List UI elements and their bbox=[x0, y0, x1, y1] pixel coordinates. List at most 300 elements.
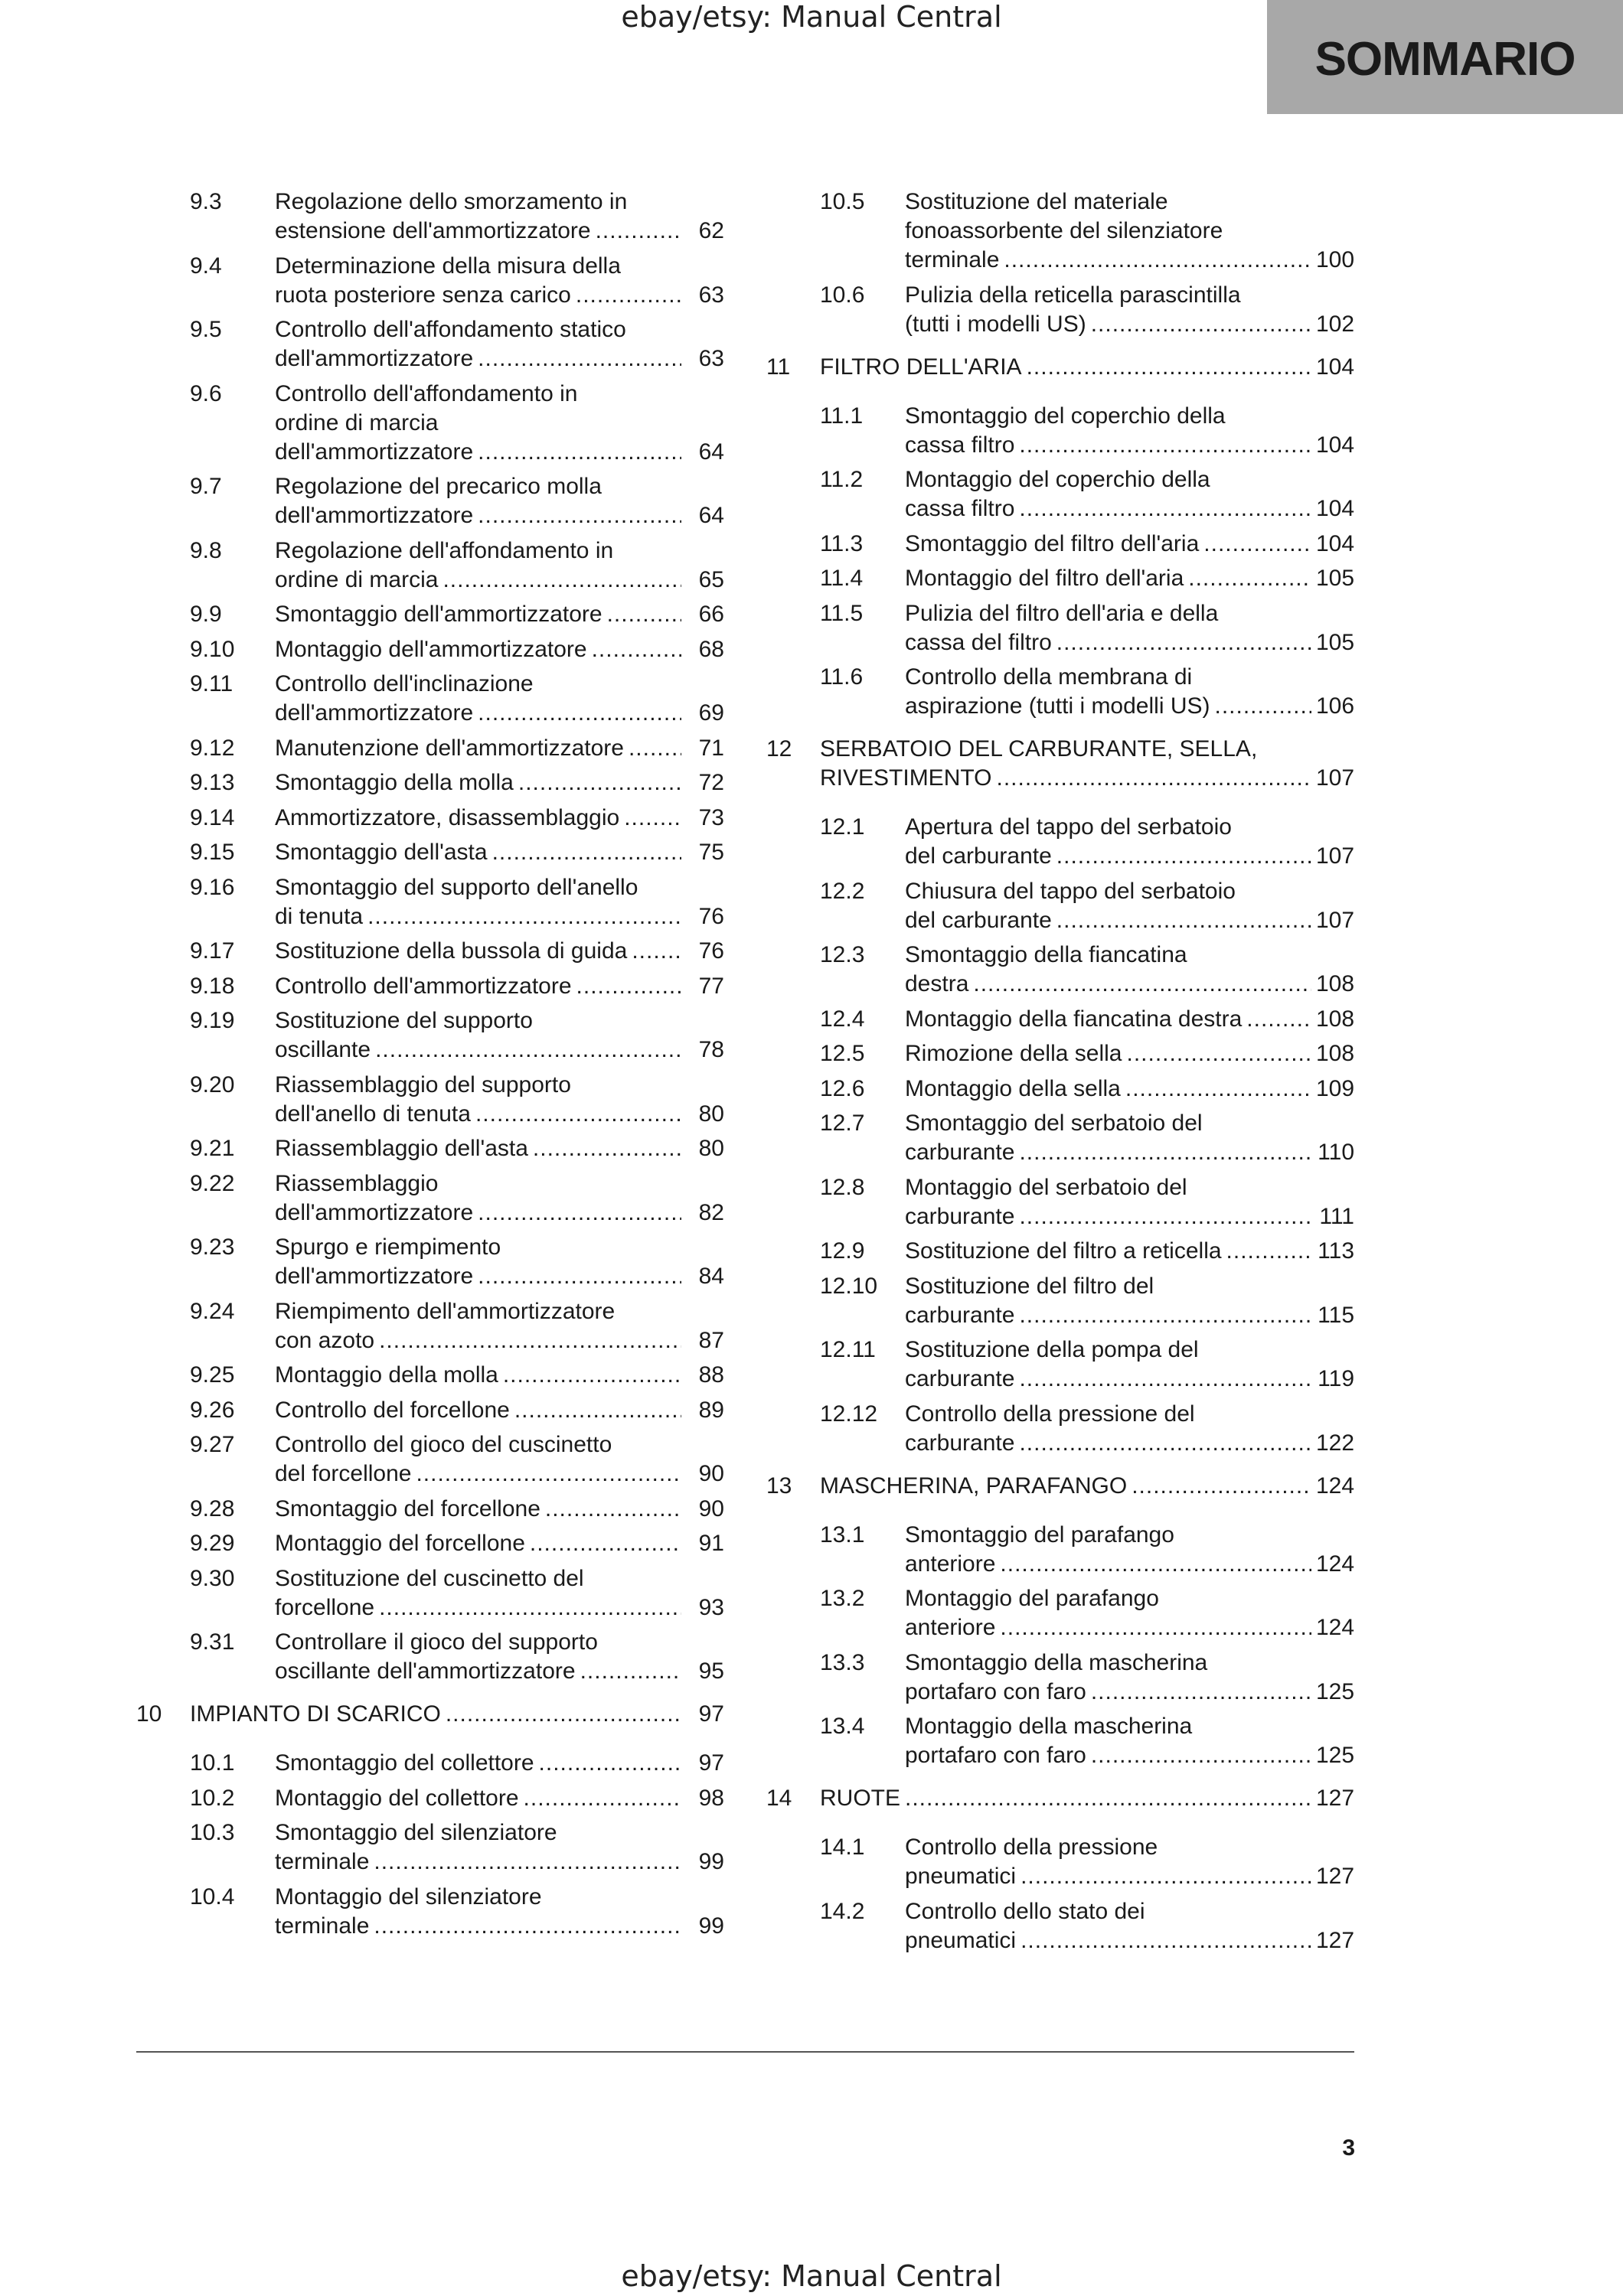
toc-entry-title-line: terminale bbox=[275, 1849, 370, 1874]
toc-entry[interactable] bbox=[136, 804, 724, 833]
toc-entry-number: 9.27 bbox=[190, 1432, 235, 1457]
toc-entry-title-line: IMPIANTO DI SCARICO bbox=[190, 1701, 441, 1727]
toc-entry-number: 10 bbox=[136, 1701, 162, 1727]
toc-entry-title-line: Sostituzione della pompa del bbox=[905, 1337, 1199, 1362]
toc-entry-title bbox=[275, 1784, 724, 1813]
toc-entry-title-line: Montaggio della sella bbox=[905, 1075, 1121, 1101]
toc-entry-page[interactable]: 82 bbox=[698, 1199, 724, 1225]
toc-entry[interactable] bbox=[766, 1173, 1354, 1231]
toc-entry-number: 9.30 bbox=[190, 1565, 235, 1591]
toc-entry[interactable] bbox=[136, 635, 724, 664]
toc-entry-number: 12.4 bbox=[820, 1006, 865, 1032]
toc-entry-number: 10.2 bbox=[190, 1785, 235, 1811]
toc-chapter-entry[interactable] bbox=[766, 353, 1354, 382]
toc-entry-number: 9.22 bbox=[190, 1170, 235, 1196]
toc-entry-title-line: Controllo della membrana di bbox=[905, 664, 1193, 690]
toc-entry-title-line: Smontaggio del collettore bbox=[275, 1750, 534, 1776]
toc-entry-page[interactable]: 124 bbox=[1316, 1551, 1355, 1577]
toc-entry[interactable] bbox=[136, 1071, 724, 1129]
toc-entry[interactable] bbox=[136, 315, 724, 373]
dot-leader bbox=[1020, 1862, 1311, 1891]
dot-leader bbox=[1226, 1237, 1311, 1266]
toc-entry-page[interactable]: 72 bbox=[698, 770, 724, 795]
toc-entry-number: 9.5 bbox=[190, 317, 222, 342]
toc-entry-number: 9.28 bbox=[190, 1495, 235, 1521]
toc-entry[interactable] bbox=[136, 1818, 724, 1877]
toc-entry[interactable] bbox=[766, 1039, 1354, 1068]
toc-entry[interactable] bbox=[766, 1833, 1354, 1891]
toc-entry-title-line: Smontaggio del forcellone bbox=[275, 1495, 540, 1521]
toc-entry[interactable] bbox=[136, 536, 724, 595]
toc-entry-page[interactable]: 124 bbox=[1316, 1615, 1355, 1640]
toc-entry[interactable] bbox=[136, 1529, 724, 1558]
toc-entry[interactable] bbox=[766, 1584, 1354, 1642]
toc-entry-leader-row bbox=[905, 246, 1354, 275]
toc-entry-title bbox=[275, 734, 724, 763]
toc-entry[interactable] bbox=[136, 1749, 724, 1778]
toc-entry-page[interactable]: 110 bbox=[1318, 1140, 1354, 1165]
toc-entry-page[interactable]: 127 bbox=[1316, 1927, 1355, 1953]
toc-entry-leader-row bbox=[905, 1429, 1354, 1458]
toc-entry-page[interactable]: 75 bbox=[698, 840, 724, 865]
toc-entry-page[interactable]: 124 bbox=[1316, 1473, 1355, 1499]
toc-entry-page[interactable]: 90 bbox=[698, 1495, 724, 1521]
toc-entry-page[interactable]: 125 bbox=[1316, 1678, 1355, 1704]
toc-entry-page[interactable]: 108 bbox=[1316, 1041, 1355, 1066]
dot-leader bbox=[1056, 906, 1311, 935]
toc-entry-page[interactable]: 107 bbox=[1316, 843, 1355, 869]
toc-entry-page[interactable]: 80 bbox=[698, 1136, 724, 1161]
dot-leader bbox=[1019, 1301, 1311, 1330]
toc-entry-number: 9.24 bbox=[190, 1298, 235, 1324]
toc-entry-page[interactable]: 97 bbox=[698, 1750, 724, 1776]
dot-leader bbox=[1019, 494, 1311, 523]
toc-entry[interactable] bbox=[766, 663, 1354, 721]
toc-entry[interactable] bbox=[766, 1649, 1354, 1707]
toc-entry-number: 11.3 bbox=[820, 530, 864, 556]
toc-entry[interactable] bbox=[136, 1361, 724, 1390]
toc-entry[interactable] bbox=[766, 1400, 1354, 1458]
toc-entry-page[interactable]: 78 bbox=[698, 1037, 724, 1062]
toc-entry-page[interactable]: 104 bbox=[1316, 354, 1355, 380]
toc-entry-title-line: ordine di marcia bbox=[275, 409, 439, 435]
toc-entry-page[interactable]: 127 bbox=[1316, 1786, 1355, 1811]
toc-entry-title-line: Sostituzione del filtro del bbox=[905, 1273, 1154, 1299]
toc-entry-page[interactable]: 95 bbox=[698, 1658, 724, 1684]
toc-entry-page[interactable]: 88 bbox=[698, 1362, 724, 1388]
toc-entry-number: 10.3 bbox=[190, 1820, 235, 1845]
toc-entry-title-line: ruota posteriore senza carico bbox=[275, 282, 571, 308]
toc-entry[interactable] bbox=[136, 252, 724, 310]
toc-entry-leader-row bbox=[275, 1657, 724, 1686]
toc-entry[interactable] bbox=[766, 599, 1354, 657]
toc-entry[interactable] bbox=[766, 1712, 1354, 1770]
dot-leader bbox=[1056, 842, 1311, 871]
dot-leader bbox=[1027, 353, 1311, 382]
toc-entry[interactable] bbox=[136, 1784, 724, 1813]
toc-entry-number: 13.1 bbox=[820, 1521, 865, 1548]
toc-entry-title-line: Smontaggio della molla bbox=[275, 770, 514, 795]
toc-entry-number: 13.2 bbox=[820, 1586, 865, 1611]
toc-entry-title-line: carburante bbox=[905, 1203, 1015, 1229]
toc-entry-page[interactable]: 122 bbox=[1316, 1430, 1355, 1456]
toc-entry-title-line: dell'ammortizzatore bbox=[275, 439, 474, 465]
toc-entry-page[interactable]: 125 bbox=[1316, 1743, 1355, 1768]
toc-entry-title bbox=[905, 1833, 1354, 1891]
toc-entry-page[interactable]: 76 bbox=[698, 903, 724, 929]
dot-leader bbox=[545, 1495, 681, 1524]
toc-entry-title-line: dell'anello di tenuta bbox=[275, 1101, 471, 1127]
toc-entry-page[interactable]: 99 bbox=[698, 1913, 724, 1939]
toc-entry-page[interactable]: 108 bbox=[1316, 971, 1355, 996]
toc-entry[interactable] bbox=[766, 281, 1354, 339]
toc-entry-page[interactable]: 104 bbox=[1316, 530, 1355, 556]
toc-entry[interactable] bbox=[766, 402, 1354, 460]
toc-entry-page[interactable]: 111 bbox=[1319, 1203, 1354, 1229]
toc-entry[interactable] bbox=[766, 188, 1354, 275]
toc-chapter-entry[interactable] bbox=[766, 735, 1354, 793]
toc-entry-title-line: Riassemblaggio del supporto bbox=[275, 1071, 571, 1097]
toc-entry[interactable] bbox=[766, 1005, 1354, 1034]
dot-leader bbox=[478, 1262, 681, 1291]
toc-entry[interactable] bbox=[136, 838, 724, 867]
toc-entry-number: 9.14 bbox=[190, 804, 235, 830]
toc-entry-page[interactable]: 91 bbox=[698, 1531, 724, 1556]
toc-entry[interactable] bbox=[136, 1396, 724, 1425]
toc-entry-title-line: Controllo del forcellone bbox=[275, 1397, 510, 1423]
toc-chapter-entry[interactable] bbox=[766, 1472, 1354, 1501]
dot-leader bbox=[367, 902, 681, 931]
dot-leader bbox=[1091, 1741, 1311, 1770]
toc-entry-title bbox=[905, 1336, 1354, 1394]
toc-entry-page[interactable]: 107 bbox=[1316, 765, 1355, 791]
dot-leader bbox=[475, 1100, 681, 1129]
toc-entry-title-line: Pulizia della reticella parascintilla bbox=[905, 282, 1241, 308]
toc-entry-title-line: oscillante dell'ammortizzatore bbox=[275, 1658, 576, 1684]
toc-entry-page[interactable]: 127 bbox=[1316, 1864, 1355, 1889]
toc-entry-title-line: del carburante bbox=[905, 843, 1052, 869]
toc-entry-title bbox=[275, 1169, 724, 1228]
toc-entry[interactable] bbox=[136, 1883, 724, 1941]
toc-entry-title-line: dell'ammortizzatore bbox=[275, 346, 474, 371]
toc-entry-leader-row bbox=[905, 1138, 1354, 1167]
toc-entry[interactable] bbox=[136, 768, 724, 797]
toc-entry[interactable] bbox=[136, 1564, 724, 1623]
dot-leader bbox=[632, 937, 681, 966]
toc-entry-page[interactable]: 115 bbox=[1318, 1302, 1354, 1328]
toc-entry-number: 10.4 bbox=[190, 1883, 235, 1910]
toc-entry-title bbox=[275, 188, 724, 246]
toc-entry[interactable] bbox=[136, 472, 724, 530]
toc-entry-page[interactable]: 105 bbox=[1316, 566, 1355, 591]
toc-entry-leader-row bbox=[275, 804, 724, 833]
toc-entry-leader-row bbox=[275, 937, 724, 966]
toc-entry[interactable] bbox=[766, 530, 1354, 559]
toc-entry-leader-row bbox=[275, 1495, 724, 1524]
toc-entry[interactable] bbox=[136, 380, 724, 467]
toc-entry-title bbox=[275, 1529, 724, 1558]
toc-entry-page[interactable]: 66 bbox=[698, 602, 724, 627]
toc-entry-page[interactable]: 109 bbox=[1316, 1075, 1355, 1101]
toc-entry-title bbox=[905, 1173, 1354, 1231]
toc-entry-number: 12.6 bbox=[820, 1075, 865, 1101]
toc-entry-title bbox=[905, 1039, 1354, 1068]
toc-entry-page[interactable]: 113 bbox=[1318, 1238, 1354, 1264]
toc-entry-leader-row bbox=[905, 1741, 1354, 1770]
toc-entry-page[interactable]: 107 bbox=[1316, 907, 1355, 933]
toc-entry-title bbox=[820, 735, 1354, 793]
toc-entry-page[interactable]: 108 bbox=[1316, 1006, 1355, 1032]
toc-entry-leader-row bbox=[905, 310, 1354, 339]
toc-entry-title-line: Smontaggio della mascherina bbox=[905, 1649, 1208, 1675]
toc-entry-title bbox=[190, 1700, 724, 1729]
section-tab bbox=[1267, 0, 1623, 114]
toc-entry-title-line: RIVESTIMENTO bbox=[820, 765, 992, 791]
toc-entry-page[interactable]: 73 bbox=[698, 804, 724, 830]
toc-entry[interactable] bbox=[136, 670, 724, 728]
toc-entry[interactable] bbox=[136, 1430, 724, 1489]
toc-entry-title bbox=[275, 972, 724, 1001]
toc-entry-page[interactable]: 102 bbox=[1316, 311, 1355, 337]
dot-leader bbox=[446, 1700, 681, 1729]
toc-entry-title bbox=[820, 353, 1354, 382]
dot-leader bbox=[478, 501, 681, 530]
toc-entry-leader-row bbox=[275, 1593, 724, 1623]
toc-entry-title bbox=[905, 1649, 1354, 1707]
toc-entry-title-line: forcellone bbox=[275, 1594, 375, 1620]
toc-entry-page[interactable]: 84 bbox=[698, 1264, 724, 1289]
toc-entry-leader-row bbox=[905, 1075, 1354, 1104]
toc-entry-number: 9.10 bbox=[190, 636, 235, 662]
toc-entry[interactable] bbox=[766, 941, 1354, 999]
dot-leader bbox=[478, 699, 681, 728]
toc-entry-number: 9.29 bbox=[190, 1531, 235, 1556]
toc-entry-page[interactable]: 105 bbox=[1316, 629, 1355, 655]
toc-entry-title-line: Rimozione della sella bbox=[905, 1041, 1122, 1066]
toc-entry[interactable] bbox=[136, 1297, 724, 1355]
toc-entry-number: 9.8 bbox=[190, 537, 222, 563]
toc-entry-number: 12.7 bbox=[820, 1110, 865, 1136]
toc-entry-page[interactable]: 90 bbox=[698, 1461, 724, 1486]
toc-entry-title bbox=[275, 768, 724, 797]
toc-entry-leader-row bbox=[275, 768, 724, 797]
toc-entry[interactable] bbox=[136, 1006, 724, 1065]
toc-entry-title-line: Controllo dell'ammortizzatore bbox=[275, 973, 572, 999]
toc-entry-number: 9.15 bbox=[190, 840, 235, 865]
toc-entry-leader-row bbox=[905, 494, 1354, 523]
toc-entry-title-line: carburante bbox=[905, 1366, 1015, 1391]
toc-entry-leader-row bbox=[905, 1237, 1354, 1266]
toc-entry-page[interactable]: 87 bbox=[698, 1327, 724, 1353]
dot-leader bbox=[596, 217, 681, 246]
toc-entry-leader-row bbox=[275, 838, 724, 867]
toc-entry-title bbox=[905, 281, 1354, 339]
toc-entry-page[interactable]: 104 bbox=[1316, 432, 1355, 458]
toc-entry-page[interactable]: 76 bbox=[698, 938, 724, 964]
toc-entry[interactable] bbox=[136, 734, 724, 763]
toc-entry-page[interactable]: 63 bbox=[698, 282, 724, 308]
toc-entry-number: 9.26 bbox=[190, 1397, 235, 1423]
toc-entry-number: 11.4 bbox=[820, 566, 864, 591]
toc-entry-title bbox=[275, 1396, 724, 1425]
toc-chapter-entry[interactable] bbox=[136, 1700, 724, 1729]
toc-entry-number: 11 bbox=[766, 354, 791, 380]
toc-entry[interactable] bbox=[766, 1075, 1354, 1104]
toc-entry-page[interactable]: 119 bbox=[1318, 1366, 1354, 1391]
toc-entry-leader-row bbox=[275, 1035, 724, 1065]
toc-entry-page[interactable]: 89 bbox=[698, 1397, 724, 1423]
toc-entry-title bbox=[275, 1361, 724, 1390]
toc-entry-page[interactable]: 77 bbox=[698, 973, 724, 999]
toc-entry-leader-row bbox=[905, 842, 1354, 871]
toc-entry-page[interactable]: 64 bbox=[698, 503, 724, 528]
toc-entry-title-line: dell'ammortizzatore bbox=[275, 503, 474, 528]
toc-entry-page[interactable]: 62 bbox=[698, 218, 724, 243]
toc-entry-title bbox=[820, 1784, 1354, 1813]
toc-entry-page[interactable]: 69 bbox=[698, 700, 724, 726]
toc-entry[interactable] bbox=[766, 1237, 1354, 1266]
watermark-top: ebay/etsy: Manual Central bbox=[621, 0, 1002, 34]
toc-entry-leader-row bbox=[905, 530, 1354, 559]
dot-leader bbox=[442, 566, 681, 595]
toc-entry-title bbox=[275, 838, 724, 867]
toc-entry-number: 11.2 bbox=[820, 467, 864, 492]
toc-entry-title-line: oscillante bbox=[275, 1037, 371, 1062]
toc-entry-page[interactable]: 99 bbox=[698, 1849, 724, 1874]
dot-leader bbox=[533, 1134, 681, 1163]
dot-leader bbox=[576, 281, 681, 310]
toc-entry[interactable] bbox=[136, 1495, 724, 1524]
toc-entry-page[interactable]: 65 bbox=[698, 566, 724, 592]
toc-entry-leader-row bbox=[275, 281, 724, 310]
toc-entry-title bbox=[275, 1071, 724, 1129]
toc-entry-title bbox=[275, 1564, 724, 1623]
toc-entry-title-line: Montaggio del filtro dell'aria bbox=[905, 566, 1184, 591]
toc-entry[interactable] bbox=[136, 1169, 724, 1228]
toc-entry-title-line: terminale bbox=[275, 1913, 370, 1939]
toc-entry-page[interactable]: 104 bbox=[1316, 496, 1355, 521]
toc-entry-title-line: cassa del filtro bbox=[905, 629, 1052, 655]
toc-entry-number: 11.5 bbox=[820, 600, 864, 626]
toc-entry-page[interactable]: 98 bbox=[698, 1785, 724, 1811]
toc-entry-title bbox=[275, 252, 724, 310]
toc-entry[interactable] bbox=[766, 1521, 1354, 1579]
toc-entry[interactable] bbox=[136, 937, 724, 966]
toc-entry-number: 9.19 bbox=[190, 1008, 235, 1033]
toc-entry[interactable] bbox=[136, 1233, 724, 1291]
toc-entry-page[interactable]: 97 bbox=[698, 1701, 724, 1727]
toc-entry[interactable] bbox=[136, 873, 724, 931]
toc-entry[interactable] bbox=[766, 1109, 1354, 1167]
toc-entry-title bbox=[275, 1430, 724, 1489]
toc-entry[interactable] bbox=[766, 564, 1354, 593]
toc-entry-title bbox=[905, 1400, 1354, 1458]
toc-entry-number: 9.31 bbox=[190, 1629, 235, 1655]
toc-entry[interactable] bbox=[136, 1628, 724, 1686]
toc-entry-title-line: pneumatici bbox=[905, 1864, 1017, 1889]
toc-entry-title-line: Sostituzione del supporto bbox=[275, 1008, 533, 1033]
toc-entry-page[interactable]: 100 bbox=[1316, 247, 1355, 272]
dot-leader bbox=[1203, 530, 1311, 559]
toc-entry[interactable] bbox=[766, 813, 1354, 871]
dot-leader bbox=[1019, 431, 1311, 460]
toc-entry-title-line: dell'ammortizzatore bbox=[275, 700, 474, 726]
toc-entry[interactable] bbox=[766, 877, 1354, 935]
toc-entry-page[interactable]: 64 bbox=[698, 439, 724, 465]
toc-entry-page[interactable]: 71 bbox=[698, 735, 724, 761]
toc-entry[interactable] bbox=[766, 465, 1354, 523]
dot-leader bbox=[379, 1326, 681, 1355]
dot-leader bbox=[478, 1199, 681, 1228]
dot-leader bbox=[1000, 1550, 1311, 1579]
dot-leader bbox=[1056, 628, 1311, 657]
toc-entry-title-line: dell'ammortizzatore bbox=[275, 1264, 474, 1289]
toc-entry-leader-row bbox=[905, 1926, 1354, 1955]
toc-entry[interactable] bbox=[136, 600, 724, 629]
toc-entry-title bbox=[905, 813, 1354, 871]
toc-entry-page[interactable]: 68 bbox=[698, 636, 724, 662]
toc-entry-title bbox=[905, 1897, 1354, 1955]
toc-entry-page[interactable]: 80 bbox=[698, 1101, 724, 1127]
toc-entry-title-line: Smontaggio del silenziatore bbox=[275, 1820, 557, 1845]
toc-entry-leader-row bbox=[905, 1301, 1354, 1330]
toc-entry-leader-row bbox=[905, 1550, 1354, 1579]
toc-entry-leader-row bbox=[275, 1100, 724, 1129]
dot-leader bbox=[492, 838, 681, 867]
toc-entry-title-line: carburante bbox=[905, 1302, 1015, 1328]
toc-entry-page[interactable]: 63 bbox=[698, 346, 724, 371]
toc-entry-title-line: Determinazione della misura della bbox=[275, 253, 621, 279]
dot-leader bbox=[1132, 1472, 1311, 1501]
toc-entry-number: 14.1 bbox=[820, 1835, 865, 1860]
toc-entry-title-line: portafaro con faro bbox=[905, 1743, 1086, 1768]
toc-entry-title bbox=[275, 937, 724, 966]
toc-entry-title-line: Sostituzione del cuscinetto del bbox=[275, 1565, 584, 1591]
toc-entry-title-line: Smontaggio del coperchio della bbox=[905, 403, 1226, 429]
page-number: 3 bbox=[1342, 2135, 1355, 2161]
toc-entry-title bbox=[905, 1584, 1354, 1642]
toc-entry-title-line: Controllare il gioco del supporto bbox=[275, 1629, 598, 1655]
toc-entry-title-line: Smontaggio del parafango bbox=[905, 1521, 1174, 1548]
toc-entry[interactable] bbox=[766, 1336, 1354, 1394]
toc-entry[interactable] bbox=[766, 1897, 1354, 1955]
toc-entry-title-line: anteriore bbox=[905, 1551, 996, 1577]
toc-entry-title bbox=[275, 1749, 724, 1778]
toc-entry-number: 9.9 bbox=[190, 602, 222, 627]
toc-entry-page[interactable]: 93 bbox=[698, 1594, 724, 1620]
toc-entry[interactable] bbox=[136, 1134, 724, 1163]
toc-entry-number: 9.6 bbox=[190, 380, 222, 406]
toc-entry-number: 10.6 bbox=[820, 282, 865, 308]
toc-entry[interactable] bbox=[766, 1272, 1354, 1330]
toc-chapter-entry[interactable] bbox=[766, 1784, 1354, 1813]
dot-leader bbox=[478, 438, 681, 467]
toc-entry-title bbox=[905, 1075, 1354, 1104]
toc-entry-leader-row bbox=[275, 635, 724, 664]
toc-entry-page[interactable]: 106 bbox=[1316, 693, 1355, 719]
toc-entry-number: 9.13 bbox=[190, 770, 235, 795]
toc-entry-title bbox=[905, 1005, 1354, 1034]
dot-leader bbox=[592, 635, 681, 664]
toc-entry-title bbox=[905, 599, 1354, 657]
toc-entry[interactable] bbox=[136, 188, 724, 246]
toc-entry-title-line: Riassemblaggio dell'asta bbox=[275, 1136, 528, 1161]
toc-entry[interactable] bbox=[136, 972, 724, 1001]
toc-entry-number: 9.11 bbox=[190, 671, 233, 696]
toc-entry-title-line: fonoassorbente del silenziatore bbox=[905, 218, 1223, 243]
toc-entry-leader-row bbox=[905, 1202, 1354, 1231]
toc-entry-title-line: pneumatici bbox=[905, 1927, 1017, 1953]
